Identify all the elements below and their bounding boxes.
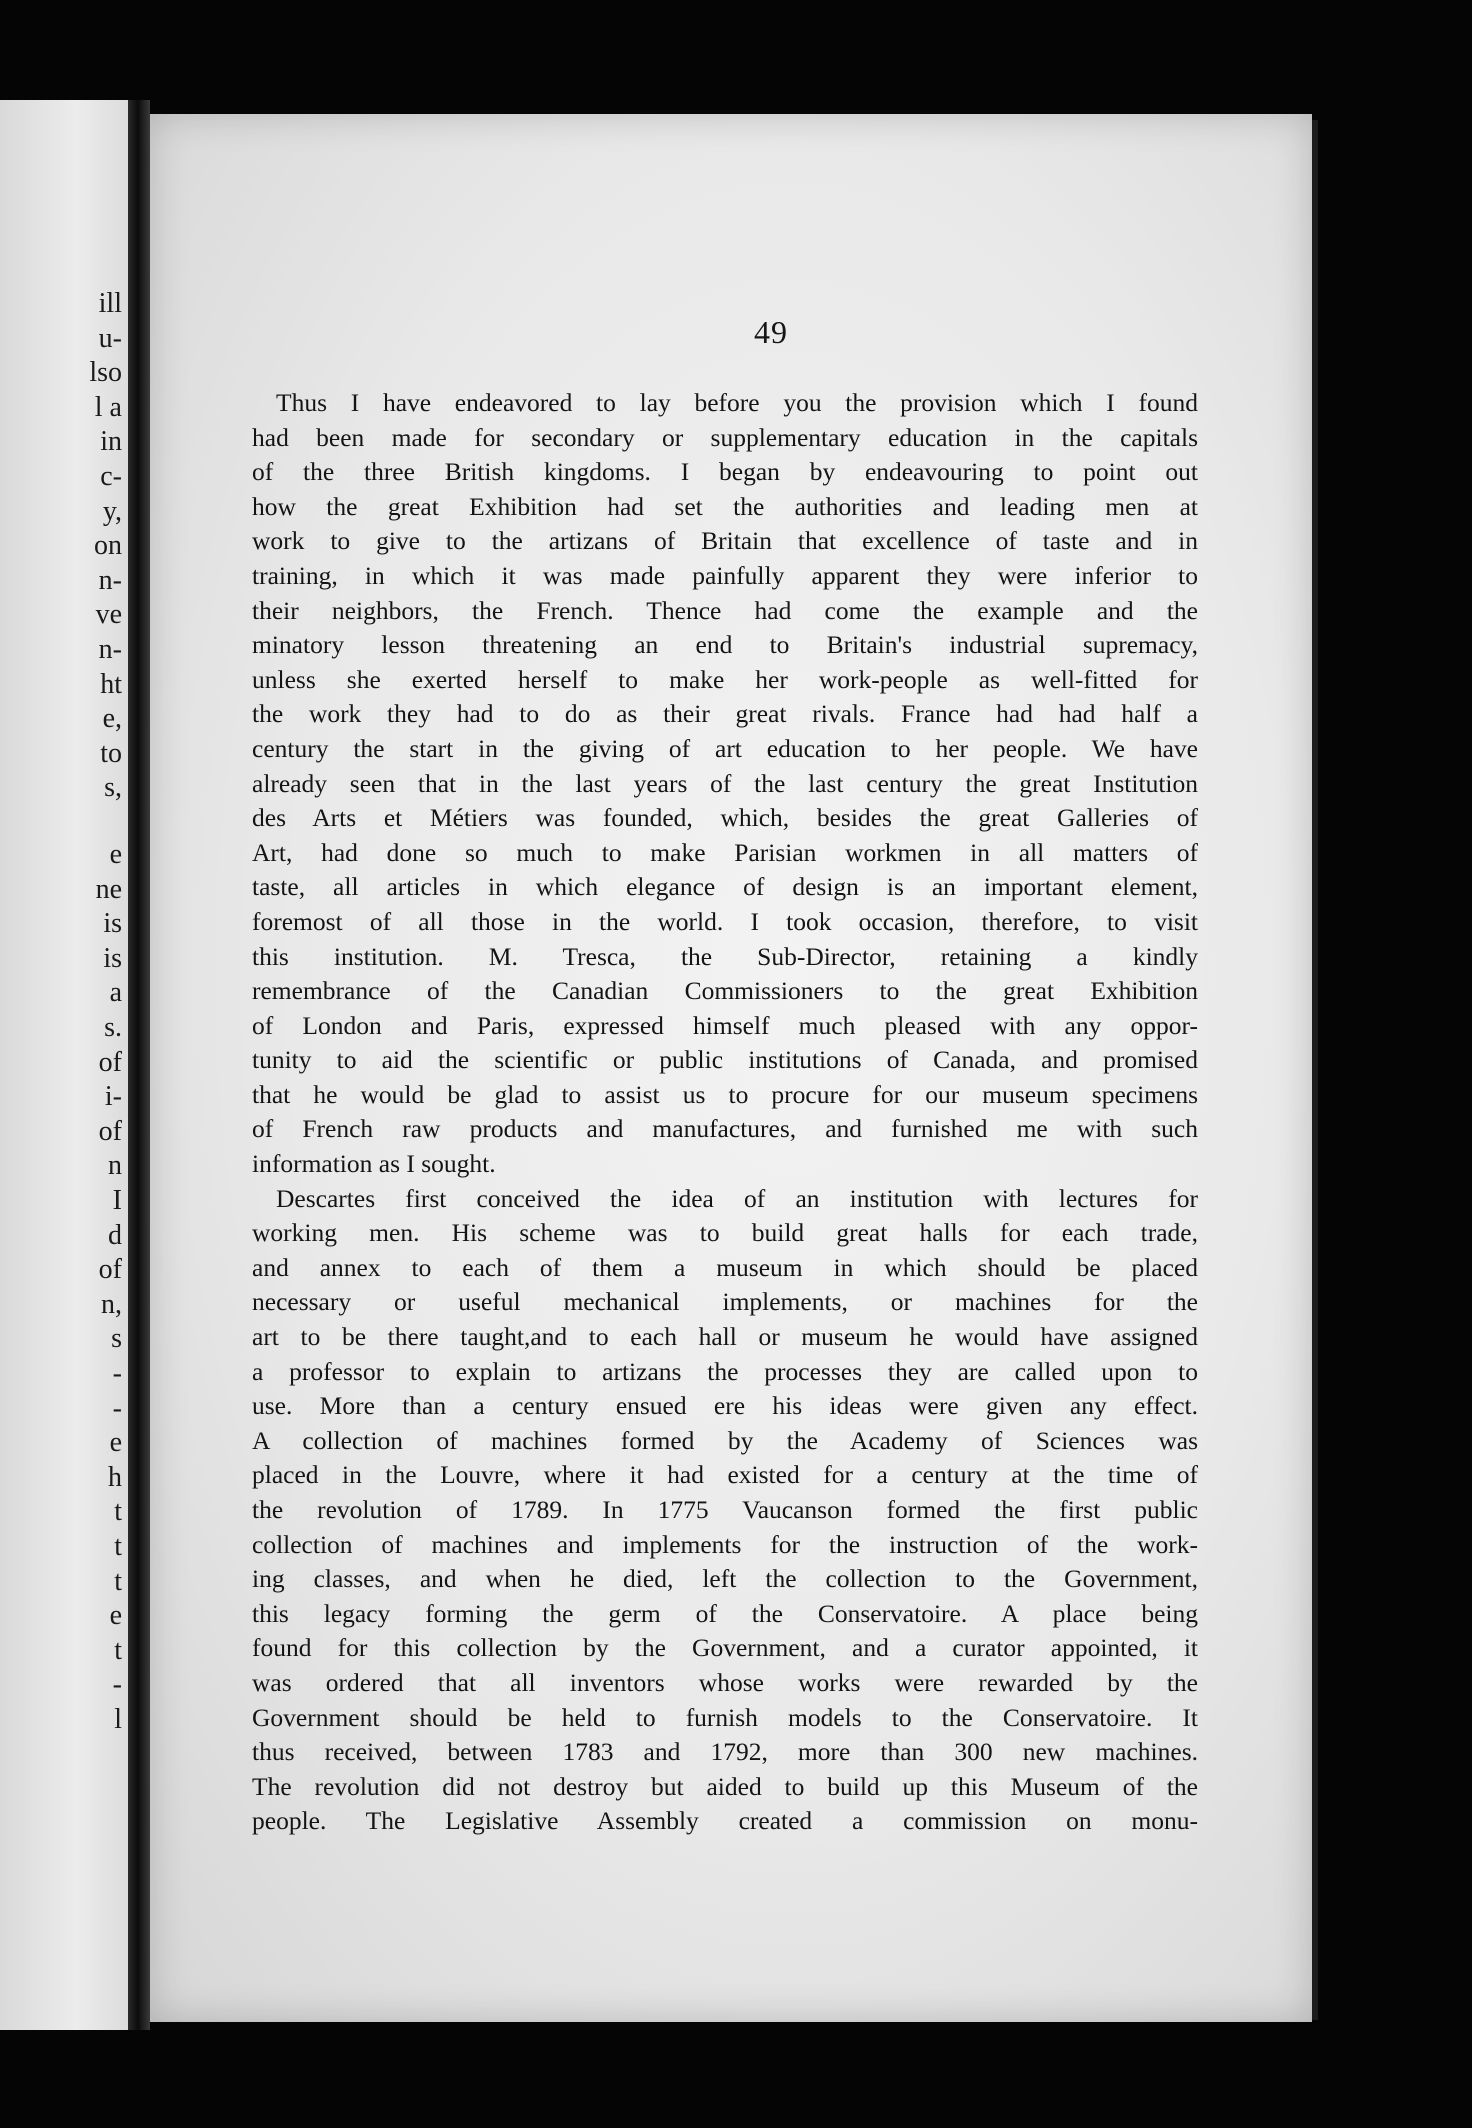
facing-page-line-fragment: I [112, 1185, 122, 1216]
text-line: and annex to each of them a museum in which should be placed [252, 1252, 1198, 1282]
text-line: work to give to the artizans of Britain that excellence of taste and in [252, 526, 1198, 556]
text-line: that he would be glad to assist us to procure for our museum specimens [252, 1079, 1198, 1109]
facing-page-line-fragment: ve [95, 599, 122, 631]
facing-page-line-fragment: - [112, 1392, 122, 1424]
facing-page-line-fragment: ht [100, 668, 122, 700]
paragraph-2 [252, 1182, 1198, 1839]
book-page [150, 114, 1312, 2022]
text-line: information as I sought. [252, 1149, 496, 1179]
text-line: Descartes first conceived the idea of an institution with lectures for [276, 1183, 1198, 1213]
facing-page-line-fragment: u- [98, 322, 122, 354]
text-line: art to be there taught,and to each hall or museum he would have assigned [252, 1322, 1198, 1352]
text-line: century the start in the giving of art education to her people. We have [252, 733, 1198, 763]
facing-page-line-fragment: - [112, 1669, 122, 1701]
facing-page-line-fragment: l [114, 1704, 122, 1735]
facing-page-line-fragment: in [100, 426, 122, 458]
facing-page-line-fragment: y, [102, 495, 122, 527]
facing-page-line-fragment: e [109, 1600, 122, 1632]
facing-page-line-fragment: t [114, 1531, 122, 1562]
text-line: Art, had done so much to make Parisian workmen in all matters of [252, 837, 1198, 867]
text-line: Government should be held to furnish models to the Conservatoire. It [252, 1702, 1198, 1732]
facing-page-line-fragment: d [108, 1219, 122, 1251]
text-line: was ordered that all inventors whose works were rewarded by the [252, 1667, 1198, 1697]
text-line: minatory lesson threatening an end to Britain's industrial supremacy, [252, 630, 1198, 660]
text-line: found for this collection by the Government, and a curator appointed, it [252, 1633, 1198, 1663]
text-line: Thus I have endeavored to lay before you the provision which I found [276, 388, 1198, 417]
facing-page-line-fragment: to [100, 737, 122, 769]
body-text [252, 386, 1198, 1839]
text-line: The revolution did not destroy but aided to build up this Museum of the [252, 1771, 1198, 1801]
text-line: unless she exerted herself to make her work-people as well-fitted for [252, 664, 1198, 694]
text-line: this institution. M. Tresca, the Sub-Director, retaining a kindly [252, 941, 1198, 971]
text-line: their neighbors, the French. Thence had come the example and the [252, 595, 1198, 625]
facing-page-line-fragment: t [114, 1496, 122, 1528]
text-line: already seen that in the last years of the last century the great Institution [252, 768, 1198, 798]
facing-page-line-fragment: h [108, 1461, 122, 1493]
text-line: foremost of all those in the world. I took occasion, therefore, to visit [252, 906, 1198, 936]
facing-page-line-fragment: e [109, 1427, 122, 1459]
text-line: taste, all articles in which elegance of design is an important element, [252, 872, 1198, 902]
facing-page-line-fragment: t [114, 1565, 122, 1597]
facing-page-line-fragment: c- [100, 461, 122, 492]
text-line: of the three British kingdoms. I began by endeavouring to point out [252, 457, 1198, 487]
text-line: collection of machines and implements for the instruction of the work- [252, 1529, 1198, 1559]
facing-page-line-fragment: t [114, 1634, 122, 1666]
text-line: training, in which it was made painfully apparent they were inferior to [252, 560, 1198, 590]
text-line: placed in the Louvre, where it had existed for a century at the time of [252, 1460, 1198, 1490]
facing-page-line-fragment: a [109, 977, 122, 1009]
text-line: use. More than a century ensued ere his ideas were given any effect. [252, 1391, 1198, 1421]
facing-page-line-fragment: of [98, 1254, 122, 1286]
text-line: of French raw products and manufactures, and furnished me with such [252, 1114, 1198, 1144]
text-line: remembrance of the Canadian Commissioners to the great Exhibition [252, 976, 1198, 1006]
text-line: necessary or useful mechanical implements, or machines for the [252, 1287, 1198, 1317]
text-line: A collection of machines formed by the Academy of Sciences was [252, 1425, 1198, 1455]
facing-page-line-fragment: n- [98, 634, 122, 665]
facing-page-line-fragment: i- [104, 1081, 122, 1113]
text-line: working men. His scheme was to build great halls for each trade, [252, 1218, 1198, 1248]
text-line: a professor to explain to artizans the processes they are called upon to [252, 1356, 1198, 1386]
text-line: the revolution of 1789. In 1775 Vaucanson formed the first public [252, 1495, 1198, 1524]
page-edge-shadow [1312, 120, 1318, 2020]
paragraph-1 [252, 386, 1198, 1182]
facing-page-line-fragment: s. [104, 1012, 122, 1043]
facing-page-line-fragment: e [109, 839, 122, 870]
text-line: had been made for secondary or supplementary education in the capitals [252, 422, 1198, 452]
facing-page-line-fragment: e, [102, 703, 122, 735]
facing-page-line-fragment: s, [104, 772, 122, 804]
text-line: thus received, between 1783 and 1792, more than 300 new machines. [252, 1737, 1198, 1767]
facing-page-line-fragment: n, [101, 1288, 122, 1320]
text-line: people. The Legislative Assembly created a commission on monu- [252, 1806, 1198, 1836]
facing-page-line-fragment: on [94, 530, 122, 562]
facing-page-line-fragment: of [98, 1115, 122, 1147]
text-line: des Arts et Métiers was founded, which, besides the great Galleries of [252, 803, 1198, 833]
facing-page-line-fragment: ne [95, 873, 122, 905]
text-line: the work they had to do as their great rivals. France had had half a [252, 699, 1198, 729]
facing-page-line-fragment: of [98, 1046, 122, 1078]
text-line: of London and Paris, expressed himself much pleased with any oppor- [252, 1010, 1198, 1040]
facing-page-line-fragment: n [108, 1150, 122, 1182]
page-number: 49 [754, 314, 788, 350]
text-line: this legacy forming the germ of the Conservatoire. A place being [252, 1598, 1198, 1628]
text-line: tunity to aid the scientific or public institutions of Canada, and promised [252, 1045, 1198, 1075]
text-line: ing classes, and when he died, left the collection to the Government, [252, 1564, 1198, 1594]
facing-page-line-fragment: ill [98, 288, 122, 319]
facing-page-fragment [0, 100, 128, 2030]
book-spine-gutter [128, 100, 150, 2030]
facing-page-line-fragment: lso [89, 357, 122, 389]
facing-page-line-fragment: is [103, 908, 122, 940]
facing-page-line-fragment: n- [98, 564, 122, 596]
facing-page-line-fragment: l a [94, 391, 122, 423]
facing-page-line-fragment: s [111, 1323, 122, 1355]
text-line: how the great Exhibition had set the authorities and leading men at [252, 491, 1198, 521]
facing-page-line-fragment: is [103, 942, 122, 974]
facing-page-line-fragment: - [112, 1358, 122, 1389]
